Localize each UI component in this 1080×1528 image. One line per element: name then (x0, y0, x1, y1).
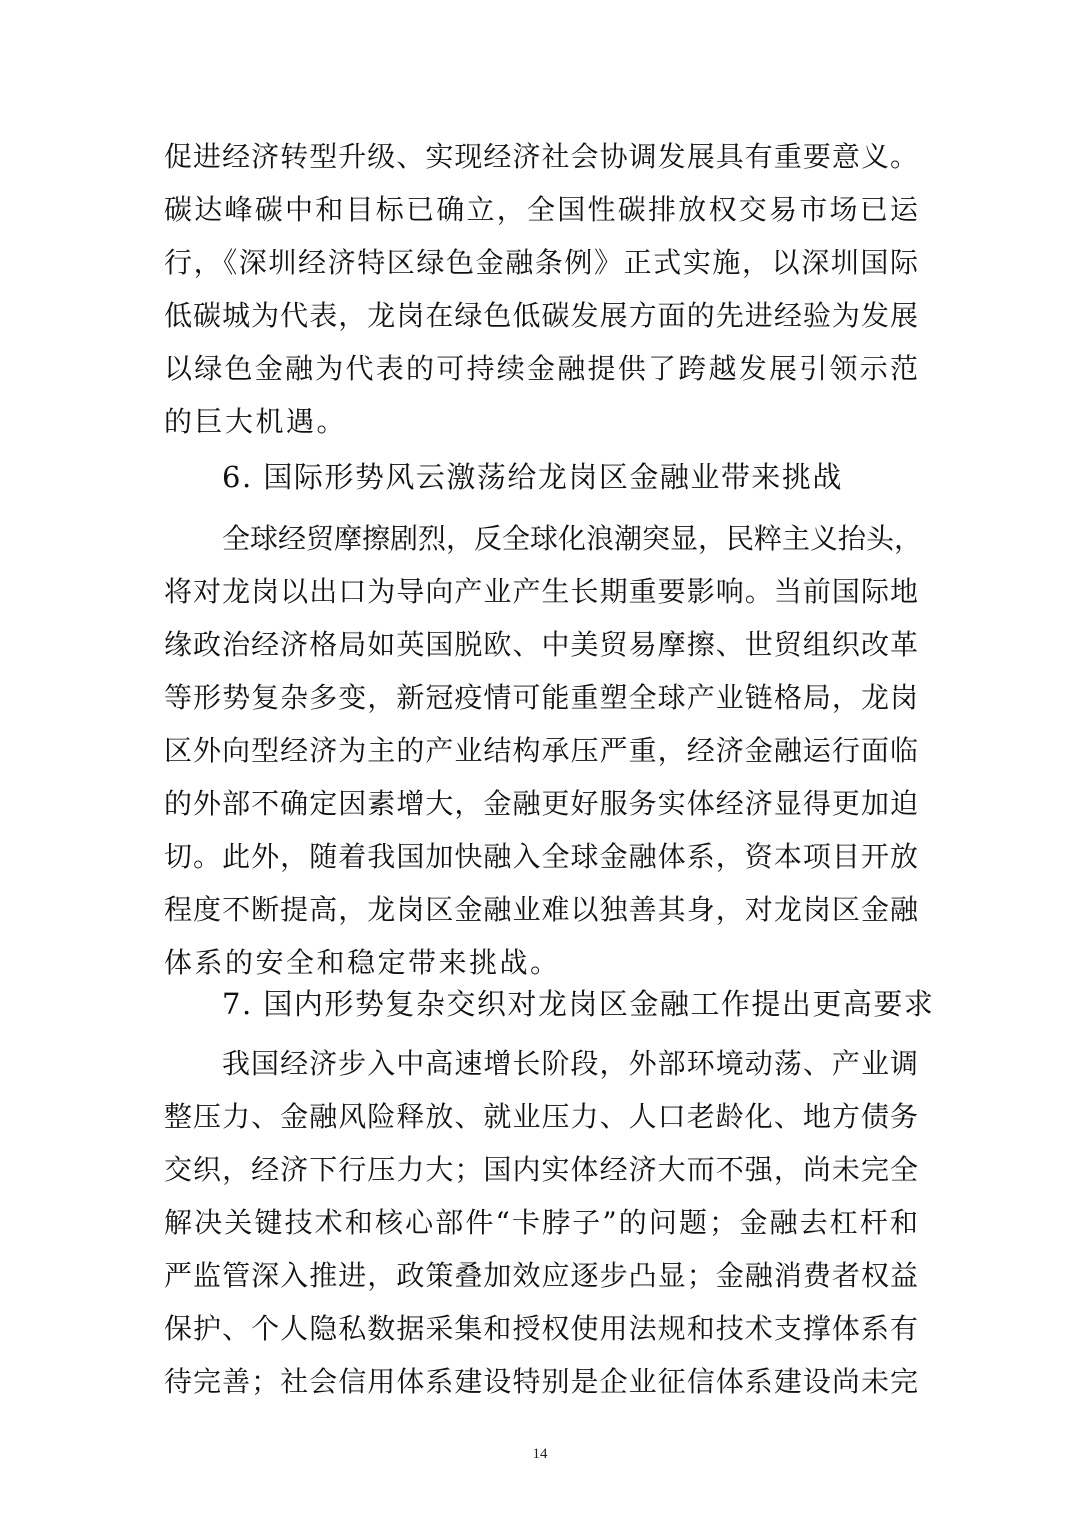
paragraph-line: 区外向型经济为主的产业结构承压严重，经济金融运行面临 (164, 734, 918, 767)
paragraph-line: 待完善；社会信用体系建设特别是企业征信体系建设尚未完 (164, 1365, 918, 1398)
paragraph-line: 的巨大机遇。 (164, 405, 348, 438)
section-7 (164, 978, 935, 1031)
paragraph-line: 全球经贸摩擦剧烈，反全球化浪潮突显，民粹主义抬头， (222, 522, 923, 555)
paragraph-line: 严监管深入推进，政策叠加效应逐步凸显；金融消费者权益 (164, 1259, 918, 1292)
paragraph-line: 碳达峰碳中和目标已确立，全国性碳排放权交易市场已运 (164, 193, 918, 226)
paragraph-line: 低碳城为代表，龙岗在绿色低碳发展方面的先进经验为发展 (164, 299, 918, 332)
section-heading: 7. 国内形势复杂交织对龙岗区金融工作提出更高要求 (222, 987, 935, 1021)
section-7-paragraph (164, 1037, 918, 1408)
paragraph-line: 缘政治经济格局如英国脱欧、中美贸易摩擦、世贸组织改革 (164, 628, 918, 661)
paragraph-line: 整压力、金融风险释放、就业压力、人口老龄化、地方债务 (164, 1100, 918, 1133)
section-6 (164, 451, 918, 504)
paragraph-line: 将对龙岗以出口为导向产业产生长期重要影响。当前国际地 (164, 575, 918, 608)
paragraph-line: 促进经济转型升级、实现经济社会协调发展具有重要意义。 (164, 140, 918, 173)
paragraph-line: 以绿色金融为代表的可持续金融提供了跨越发展引领示范 (164, 352, 918, 385)
paragraph-line: 程度不断提高，龙岗区金融业难以独善其身，对龙岗区金融 (164, 893, 918, 926)
paragraph-line: 我国经济步入中高速增长阶段，外部环境动荡、产业调 (222, 1047, 918, 1080)
paragraph-line: 等形势复杂多变，新冠疫情可能重塑全球产业链格局，龙岗 (164, 681, 918, 714)
paragraph-line: 体系的安全和稳定带来挑战。 (164, 946, 561, 979)
paragraph-line: 交织，经济下行压力大；国内实体经济大而不强，尚未完全 (164, 1153, 918, 1186)
paragraph-line: 切。此外，随着我国加快融入全球金融体系，资本项目开放 (164, 840, 918, 873)
paragraph-line: 保护、个人隐私数据采集和授权使用法规和技术支撑体系有 (164, 1312, 918, 1345)
page-number: 14 (532, 1446, 548, 1462)
paragraph-line: 的外部不确定因素增大，金融更好服务实体经济显得更加迫 (164, 787, 918, 820)
paragraph-line: 解决关键技术和核心部件“卡脖子”的问题；金融去杠杆和 (164, 1206, 918, 1239)
section-heading: 6. 国际形势风云激荡给龙岗区金融业带来挑战 (222, 460, 843, 494)
section-6-paragraph (164, 512, 923, 989)
paragraph-line: 行，《深圳经济特区绿色金融条例》正式实施，以深圳国际 (164, 246, 918, 279)
intro-paragraph (164, 130, 918, 448)
